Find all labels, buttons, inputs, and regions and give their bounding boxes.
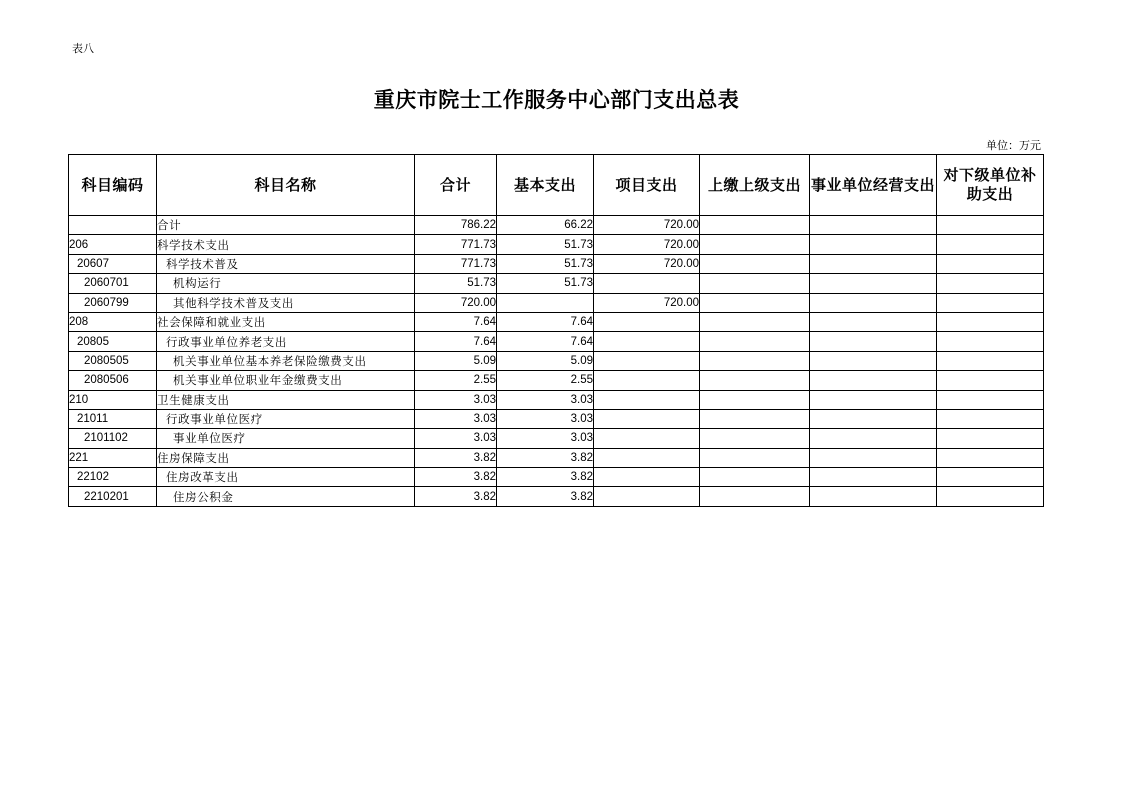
- cell-subject-name: 行政事业单位医疗: [157, 409, 415, 428]
- cell-operating: [810, 409, 937, 428]
- cell-subject-code: 2060799: [69, 293, 157, 312]
- cell-subsidy: [937, 429, 1044, 448]
- cell-upper: [700, 332, 810, 351]
- cell-operating: [810, 487, 937, 506]
- cell-total: 720.00: [415, 293, 497, 312]
- cell-subsidy: [937, 274, 1044, 293]
- cell-upper: [700, 409, 810, 428]
- cell-subject-code: [69, 216, 157, 235]
- cell-basic: 3.03: [497, 429, 594, 448]
- cell-operating: [810, 235, 937, 254]
- table-row: [69, 468, 1044, 487]
- cell-operating: [810, 429, 937, 448]
- cell-total: 771.73: [415, 254, 497, 273]
- cell-subsidy: [937, 351, 1044, 370]
- cell-subject-name: 其他科学技术普及支出: [157, 293, 415, 312]
- cell-subject-name: 科学技术支出: [157, 235, 415, 254]
- header-row: [69, 155, 1044, 216]
- table-row: [69, 332, 1044, 351]
- header-total: 合计: [415, 155, 497, 216]
- cell-subject-name: 行政事业单位养老支出: [157, 332, 415, 351]
- header-project-expenditure: 项目支出: [594, 155, 700, 216]
- header-subordinate-subsidy: 对下级单位补助支出: [937, 155, 1044, 216]
- cell-total: 771.73: [415, 235, 497, 254]
- cell-subject-code: 210: [69, 390, 157, 409]
- cell-upper: [700, 351, 810, 370]
- cell-project: [594, 312, 700, 331]
- cell-subsidy: [937, 390, 1044, 409]
- cell-project: [594, 429, 700, 448]
- header-subject-name: 科目名称: [157, 155, 415, 216]
- table-body: [69, 216, 1044, 507]
- cell-subject-code: 21011: [69, 409, 157, 428]
- cell-subject-name: 住房保障支出: [157, 448, 415, 467]
- cell-upper: [700, 312, 810, 331]
- cell-subject-name: 科学技术普及: [157, 254, 415, 273]
- cell-subject-name: 住房改革支出: [157, 468, 415, 487]
- cell-subsidy: [937, 409, 1044, 428]
- cell-operating: [810, 468, 937, 487]
- cell-total: 786.22: [415, 216, 497, 235]
- cell-subsidy: [937, 448, 1044, 467]
- cell-upper: [700, 274, 810, 293]
- cell-subsidy: [937, 293, 1044, 312]
- cell-operating: [810, 254, 937, 273]
- cell-total: 3.82: [415, 448, 497, 467]
- table-row: [69, 371, 1044, 390]
- cell-operating: [810, 448, 937, 467]
- table-row: [69, 390, 1044, 409]
- cell-total: 2.55: [415, 371, 497, 390]
- cell-subject-code: 2080506: [69, 371, 157, 390]
- cell-operating: [810, 390, 937, 409]
- cell-basic: 7.64: [497, 312, 594, 331]
- cell-basic: 3.03: [497, 390, 594, 409]
- table-row: [69, 216, 1044, 235]
- table-row: [69, 293, 1044, 312]
- table-label: 表八: [72, 42, 94, 55]
- cell-basic: 3.82: [497, 448, 594, 467]
- cell-upper: [700, 371, 810, 390]
- unit-label: 单位：万元: [986, 139, 1041, 152]
- cell-subsidy: [937, 468, 1044, 487]
- cell-basic: 3.03: [497, 409, 594, 428]
- cell-operating: [810, 371, 937, 390]
- cell-operating: [810, 216, 937, 235]
- cell-upper: [700, 254, 810, 273]
- cell-upper: [700, 468, 810, 487]
- cell-operating: [810, 274, 937, 293]
- cell-total: 3.82: [415, 468, 497, 487]
- cell-subject-name: 事业单位医疗: [157, 429, 415, 448]
- cell-total: 3.03: [415, 409, 497, 428]
- cell-basic: 51.73: [497, 274, 594, 293]
- cell-subject-name: 卫生健康支出: [157, 390, 415, 409]
- cell-operating: [810, 293, 937, 312]
- cell-basic: 51.73: [497, 254, 594, 273]
- header-operating-expenditure: 事业单位经营支出: [810, 155, 937, 216]
- cell-subject-code: 2101102: [69, 429, 157, 448]
- cell-project: [594, 351, 700, 370]
- table-row: [69, 274, 1044, 293]
- cell-basic: 2.55: [497, 371, 594, 390]
- cell-basic: 5.09: [497, 351, 594, 370]
- table-row: [69, 351, 1044, 370]
- cell-project: [594, 332, 700, 351]
- cell-project: [594, 409, 700, 428]
- cell-subject-name: 机关事业单位基本养老保险缴费支出: [157, 351, 415, 370]
- header-basic-expenditure: 基本支出: [497, 155, 594, 216]
- table-row: [69, 448, 1044, 467]
- cell-basic: [497, 293, 594, 312]
- table-row: [69, 235, 1044, 254]
- cell-project: [594, 371, 700, 390]
- cell-subject-name: 机关事业单位职业年金缴费支出: [157, 371, 415, 390]
- cell-project: 720.00: [594, 254, 700, 273]
- header-subject-code: 科目编码: [69, 155, 157, 216]
- cell-subject-code: 22102: [69, 468, 157, 487]
- cell-project: [594, 487, 700, 506]
- cell-basic: 66.22: [497, 216, 594, 235]
- cell-upper: [700, 448, 810, 467]
- cell-upper: [700, 293, 810, 312]
- cell-basic: 51.73: [497, 235, 594, 254]
- table-row: [69, 429, 1044, 448]
- cell-total: 51.73: [415, 274, 497, 293]
- cell-project: 720.00: [594, 293, 700, 312]
- cell-subsidy: [937, 371, 1044, 390]
- table-row: [69, 312, 1044, 331]
- cell-upper: [700, 235, 810, 254]
- cell-subject-code: 20805: [69, 332, 157, 351]
- cell-total: 3.03: [415, 429, 497, 448]
- cell-subsidy: [937, 487, 1044, 506]
- cell-subject-code: 2210201: [69, 487, 157, 506]
- cell-subject-code: 206: [69, 235, 157, 254]
- cell-project: 720.00: [594, 235, 700, 254]
- cell-project: [594, 390, 700, 409]
- table-row: [69, 487, 1044, 506]
- cell-subject-name: 合计: [157, 216, 415, 235]
- cell-subsidy: [937, 312, 1044, 331]
- cell-total: 7.64: [415, 312, 497, 331]
- cell-total: 7.64: [415, 332, 497, 351]
- header-upper-level-payment: 上缴上级支出: [700, 155, 810, 216]
- cell-subject-code: 2080505: [69, 351, 157, 370]
- cell-subject-code: 20607: [69, 254, 157, 273]
- cell-upper: [700, 216, 810, 235]
- cell-subject-code: 208: [69, 312, 157, 331]
- cell-operating: [810, 332, 937, 351]
- cell-operating: [810, 312, 937, 331]
- page-title: 重庆市院士工作服务中心部门支出总表: [373, 88, 740, 112]
- cell-subject-name: 机构运行: [157, 274, 415, 293]
- cell-total: 3.03: [415, 390, 497, 409]
- cell-subsidy: [937, 216, 1044, 235]
- cell-subsidy: [937, 254, 1044, 273]
- cell-project: [594, 274, 700, 293]
- cell-project: 720.00: [594, 216, 700, 235]
- cell-basic: 3.82: [497, 487, 594, 506]
- cell-subject-code: 221: [69, 448, 157, 467]
- cell-total: 5.09: [415, 351, 497, 370]
- cell-upper: [700, 487, 810, 506]
- cell-subject-code: 2060701: [69, 274, 157, 293]
- cell-total: 3.82: [415, 487, 497, 506]
- cell-basic: 3.82: [497, 468, 594, 487]
- cell-subject-name: 社会保障和就业支出: [157, 312, 415, 331]
- cell-subject-name: 住房公积金: [157, 487, 415, 506]
- cell-project: [594, 448, 700, 467]
- cell-operating: [810, 351, 937, 370]
- cell-basic: 7.64: [497, 332, 594, 351]
- cell-upper: [700, 429, 810, 448]
- cell-subsidy: [937, 235, 1044, 254]
- cell-project: [594, 468, 700, 487]
- table-row: [69, 254, 1044, 273]
- cell-subsidy: [937, 332, 1044, 351]
- expenditure-table: [68, 154, 1044, 507]
- table-row: [69, 409, 1044, 428]
- cell-upper: [700, 390, 810, 409]
